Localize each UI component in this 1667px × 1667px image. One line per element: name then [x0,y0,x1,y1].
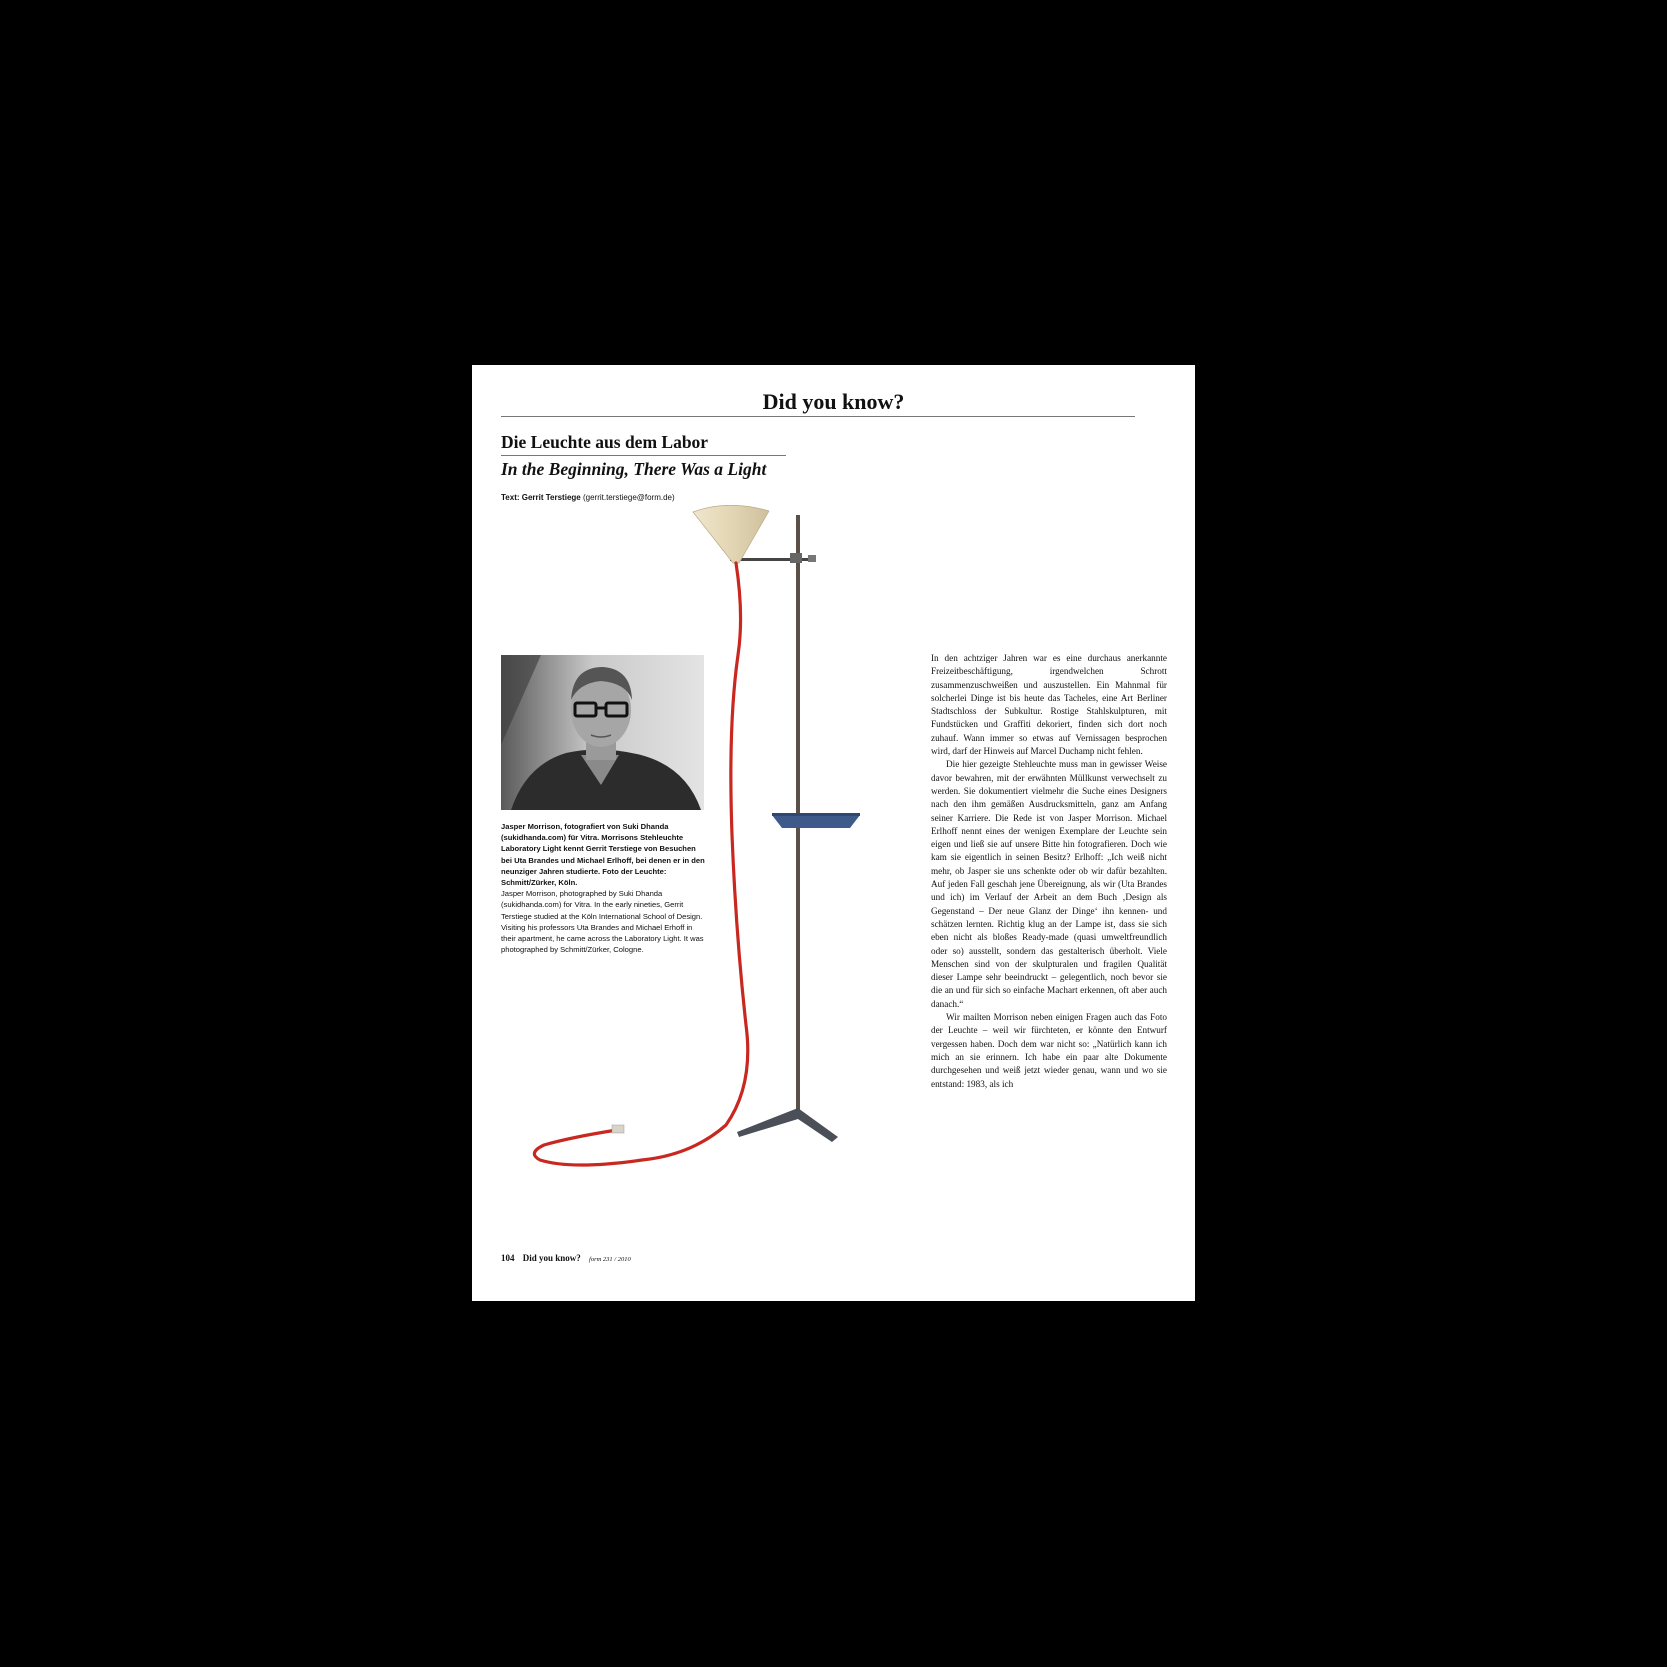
lamp-tray [772,815,860,828]
lamp-clamp [790,553,802,563]
page-number: 104 [501,1253,515,1263]
section-title-rule [501,416,1135,417]
headline-rule [501,455,786,456]
lamp-pole [796,515,800,1110]
footer-issue: form 231 / 2010 [589,1256,631,1263]
photo-caption [501,821,707,955]
byline-author: Text: Gerrit Terstiege [501,493,581,502]
lamp-clamp-knob [808,555,816,562]
lamp-shade [693,505,769,563]
lamp-base [737,1108,838,1142]
headline-english: In the Beginning, There Was a Light [501,459,767,479]
section-title: Did you know? [762,389,905,414]
article-body [931,652,1167,1091]
footer-section: Did you know? [522,1253,581,1263]
body-paragraph: In den achtziger Jahren war es eine durchaus anerkannte Freizeitbeschäftigung, irgendwelchen Schrott zusammenzuschweißen und auszustellen. Ein Mahnmal für solcherlei Dinge ist bis heute das Tacheles, eine Art Berliner Stadtschloss der Subkultur. Rostige Stahlskulpturen, mit Fundstücken und Graffiti dekoriert, finden sich dort noch zuhauf. Wann immer so etwas auf Vernissagen besprochen wird, darf der Hinweis auf Marcel Duchamp nicht fehlen. [931,653,1167,757]
page-footer [501,1253,631,1263]
byline [501,493,675,502]
headline-german: Die Leuchte aus dem Labor [501,432,709,452]
magazine-page [472,365,1195,1301]
byline-email: (gerrit.terstiege@form.de) [582,493,675,502]
body-paragraph: Wir mailten Morrison neben einigen Fragen auch das Foto der Leuchte – weil wir fürchteten, er könnte den Entwurf vergessen haben. Doch dem war nicht so: „Natürlich kann ich mich an sie erinnern. Ich habe ein paar alte Dokumente durchgesehen und weiß jetzt wieder genau, wann und wo sie entstand: 1983, als ich [931,1012,1167,1089]
portrait-photo [501,655,704,810]
caption-english: Jasper Morrison, photographed by Suki Dhanda (sukidhanda.com) for Vitra. In the early nineties, Gerrit Terstiege studied at the Köln International School of Design. Visiting his professors Uta Brandes and Michael Erhoff in their apartment, he came across the Laboratory Light. It was photographed by Schmitt/Zürker, Cologne. [501,889,704,955]
caption-german: Jasper Morrison, fotografiert von Suki Dhanda (sukidhanda.com) für Vitra. Morrisons Stehleuchte Laboratory Light kennt Gerrit Terstiege von Besuchen bei Uta Brandes und Michael Erlhoff, bei denen er in den neunziger Jahren studierte. Foto der Leuchte: Schmitt/Zürker, Köln. [501,822,705,888]
body-paragraph: Die hier gezeigte Stehleuchte muss man in gewisser Weise davor bewahren, mit der erwähnten Müllkunst verwechselt zu werden. Sie dokumentiert vielmehr die Suche eines Designers nach den ihm gemäßen Ausdrucksmitteln, ganz am Anfang seiner Karriere. Die Rede ist von Jasper Morrison. Michael Erlhoff nennt eines der wenigen Exemplare der Leuchte sein eigen und ließ sie auf unsere Bitte hin fotografieren. Doch wie kam sie eigentlich in seinen Besitz? Erlhoff: „Ich weiß nicht mehr, ob Jasper sie uns schenkte oder ob wir dafür bezahlten. Auf jeden Fall geschah jene Übereignung, als wir (Uta Brandes und ich) im Verlauf der Arbeit an dem Buch ‚Design als Gegenstand – Der neue Glanz der Dinge‘ ihn kennen- und schätzen lernten. Richtig klug an der Lampe ist, dass sie sich eben nicht als bloßes Ready-made (quasi umweltfreundlich oder so) ausstellt, sondern das gestalterisch überholt. Viele Menschen sind von der skulpturalen und fragilen Qualität dieser Lampe sehr beeindruckt – gelegentlich, noch bevor sie die an und für sich so einfache Machart erkennen, oft aber auch danach.“ [931,759,1167,1009]
lamp-plug [612,1125,624,1133]
